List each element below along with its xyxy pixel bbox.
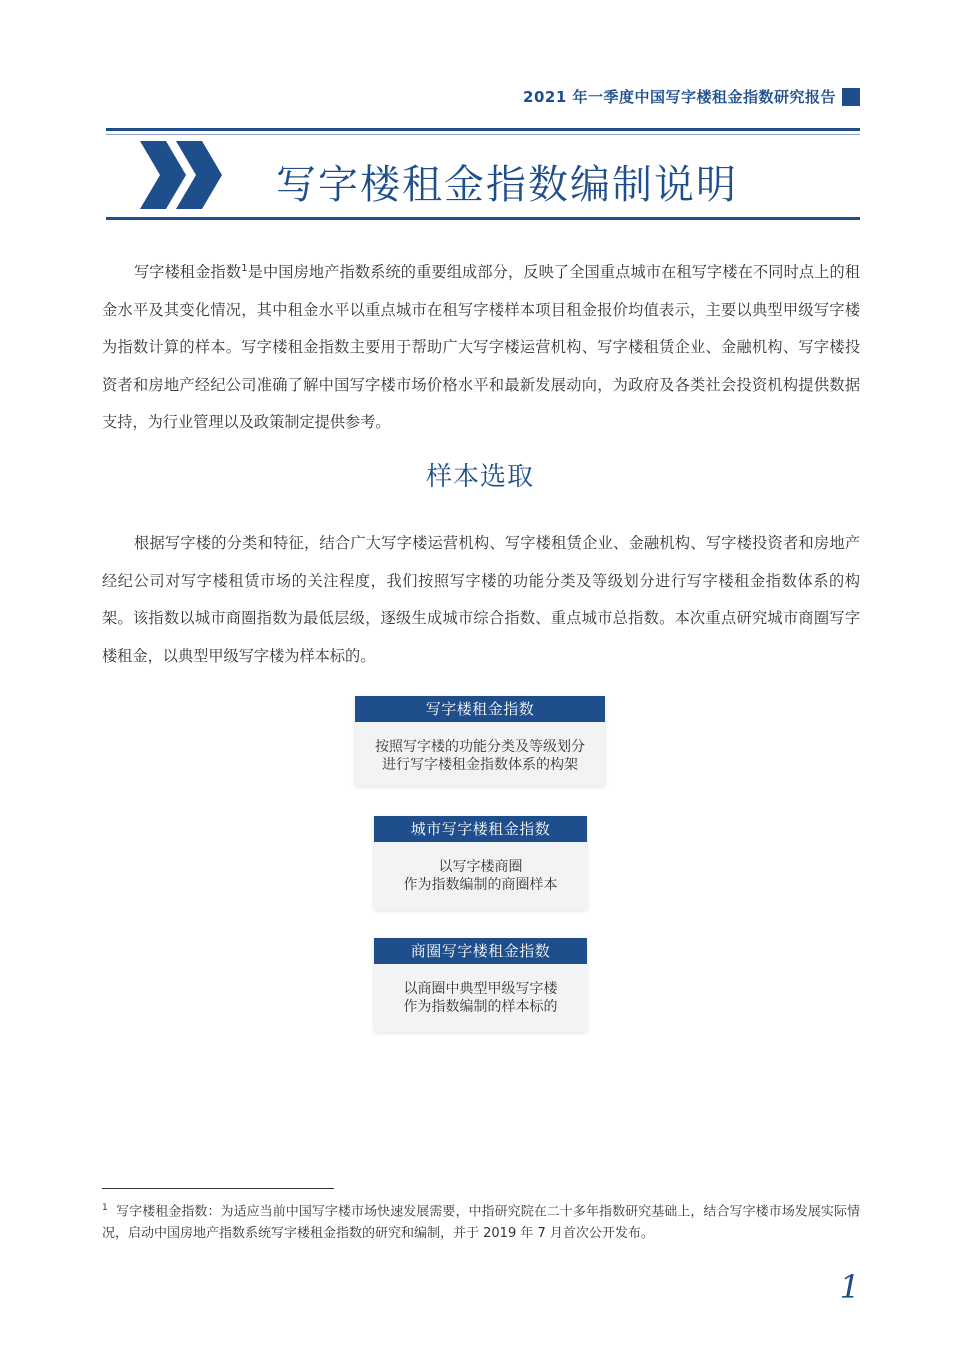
intro-paragraph — [102, 254, 860, 442]
hierarchy-level-3-desc — [374, 964, 587, 1016]
page-number: 1 — [839, 1268, 860, 1306]
intro-text: 是中国房地产指数系统的重要组成部分，反映了全国重点城市在租写字楼在不同时点上的租金水平及其变化情况，其中租金水平以重点城市在租写字楼样本项目租金报价均值表示，主要以典型甲级写字楼为指数计算的样本。写字楼租金指数主要用于帮助广大写字楼运营机构、写字楼租赁企业、金融机构、写字楼投资者和房地产经纪公司准确了解中国写字楼市场价格水平和最新发展动向，为政府及各类社会投资机构提供数据支持，为行业管理以及政策制定提供参考。 — [102, 263, 861, 431]
footnote-text: 写字楼租金指数：为适应当前中国写字楼市场快速发展需要，中指研究院在二十多年指数研究基础上，结合写字楼市场发展实际情况，启动中国房地产指数系统写字楼租金指数的研究和编制，并于 2019 年 7 月首次公开发布。 — [102, 1204, 860, 1242]
double-chevron-icon — [136, 141, 226, 209]
footnote — [102, 1197, 860, 1245]
hierarchy-level-1-line2: 进行写字楼租金指数体系的构架 — [382, 757, 578, 773]
hierarchy-level-1-title: 写字楼租金指数 — [355, 696, 605, 722]
header-square-icon — [842, 88, 860, 106]
footnote-divider — [102, 1188, 334, 1189]
hierarchy-level-1-desc — [355, 722, 605, 774]
hierarchy-level-2-line2: 作为指数编制的商圈样本 — [403, 877, 558, 893]
hierarchy-level-2-desc — [374, 842, 587, 894]
intro-term: 写字楼租金指数 — [134, 263, 242, 281]
hierarchy-level-2-title: 城市写字楼租金指数 — [374, 816, 587, 842]
hierarchy-level-3-line1: 以商圈中典型甲级写字楼 — [403, 981, 558, 997]
section-title: 样本选取 — [425, 462, 534, 492]
footnote-reference[interactable]: 1 — [241, 262, 248, 274]
hierarchy-level-3-line2: 作为指数编制的样本标的 — [403, 999, 558, 1015]
section-paragraph: 根据写字楼的分类和特征，结合广大写字楼运营机构、写字楼租赁企业、金融机构、写字楼投资者和房地产经纪公司对写字楼租赁市场的关注程度，我们按照写字楼的功能分类及等级划分进行写字楼租金指数体系的构架。该指数以城市商圈指数为最低层级，逐级生成城市综合指数、重点城市总指数。本次重点研究城市商圈写字楼租金，以典型甲级写字楼为样本标的。 — [102, 534, 860, 665]
hierarchy-level-3 — [374, 938, 587, 1032]
hierarchy-level-1-line1: 按照写字楼的功能分类及等级划分 — [375, 739, 585, 755]
hierarchy-level-2-line1: 以写字楼商圈 — [438, 859, 523, 875]
footnote-marker: 1 — [102, 1203, 108, 1213]
page-title: 写字楼租金指数编制说明 — [276, 162, 738, 208]
title-banner — [106, 128, 860, 220]
report-title: 2021 年一季度中国写字楼租金指数研究报告 — [523, 88, 836, 106]
hierarchy-level-3-title: 商圈写字楼租金指数 — [374, 938, 587, 964]
hierarchy-level-1 — [355, 696, 605, 786]
hierarchy-level-2 — [374, 816, 587, 910]
running-header — [523, 86, 860, 107]
